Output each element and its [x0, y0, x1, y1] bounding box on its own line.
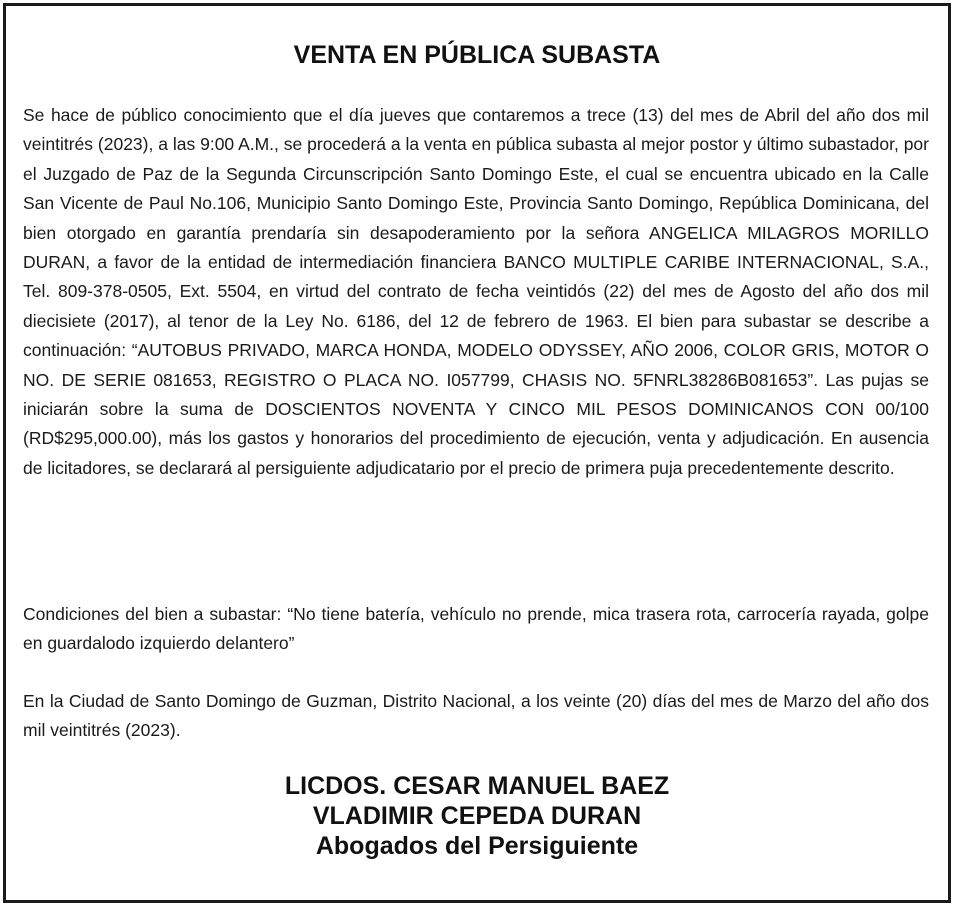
item-conditions-paragraph: Condiciones del bien a subastar: “No tiene batería, vehículo no prende, mica trasera rota, carrocería rayada, golpe en guardalodo izquierdo delantero” [23, 604, 929, 654]
signature-block [6, 771, 948, 861]
auction-announcement-paragraph: Se hace de público conocimiento que el día jueves que contaremos a trece (13) del mes de Abril del año dos mil veintitrés (2023), a las 9:00 A.M., se procederá a la venta en pública subasta al mejor postor y último subastador, por el Juzgado de Paz de la Segunda Circunscripción Santo Domingo Este, el cual se encuentra ubicado en la Calle San Vicente de Paul No.106, Municipio Santo Domingo Este, Provincia Santo Domingo, República Dominicana, del bien otorgado en garantía prendaría sin desapoderamiento por la señora ANGELICA MILAGROS MORILLO DURAN, a favor de la entidad de intermediación financiera BANCO MULTIPLE CARIBE INTERNACIONAL, S.A., Tel. 809-378-0505, Ext. 5504, en virtud del contrato de fecha veintidós (22) del mes de Agosto del año dos mil diecisiete (2017), al tenor de la Ley No. 6186, del 12 de febrero de 1963. El bien para subastar se describe a continuación: “AUTOBUS PRIVADO, MARCA HONDA, MODELO ODYSSEY, AÑO 2006, COLOR GRIS, MOTOR O NO. DE SERIE 081653, REGISTRO O PLACA NO. I057799, CHASIS NO. 5FNRL38286B081653”. Las pujas se iniciarán sobre la suma de DOSCIENTOS NOVENTA Y CINCO MIL PESOS DOMINICANOS CON 00/100 (RD$295,000.00), más los gastos y honorarios del procedimiento de ejecución, venta y adjudicación. En ausencia de licitadores, se declarará al persiguiente adjudicatario por el precio de primera puja precedentemente descrito. [23, 105, 929, 478]
signature-line-lawyer-1: LICDOS. CESAR MANUEL BAEZ [284, 772, 670, 800]
notice-frame [3, 3, 951, 903]
signature-role: Abogados del Persiguiente [315, 832, 639, 860]
notice-title: VENTA EN PÚBLICA SUBASTA [293, 41, 661, 69]
signature-line-lawyer-2: VLADIMIR CEPEDA DURAN [312, 802, 642, 830]
place-date-paragraph: En la Ciudad de Santo Domingo de Guzman, Distrito Nacional, a los veinte (20) días del mes de Marzo del año dos mil veintitrés (2023). [23, 691, 929, 741]
